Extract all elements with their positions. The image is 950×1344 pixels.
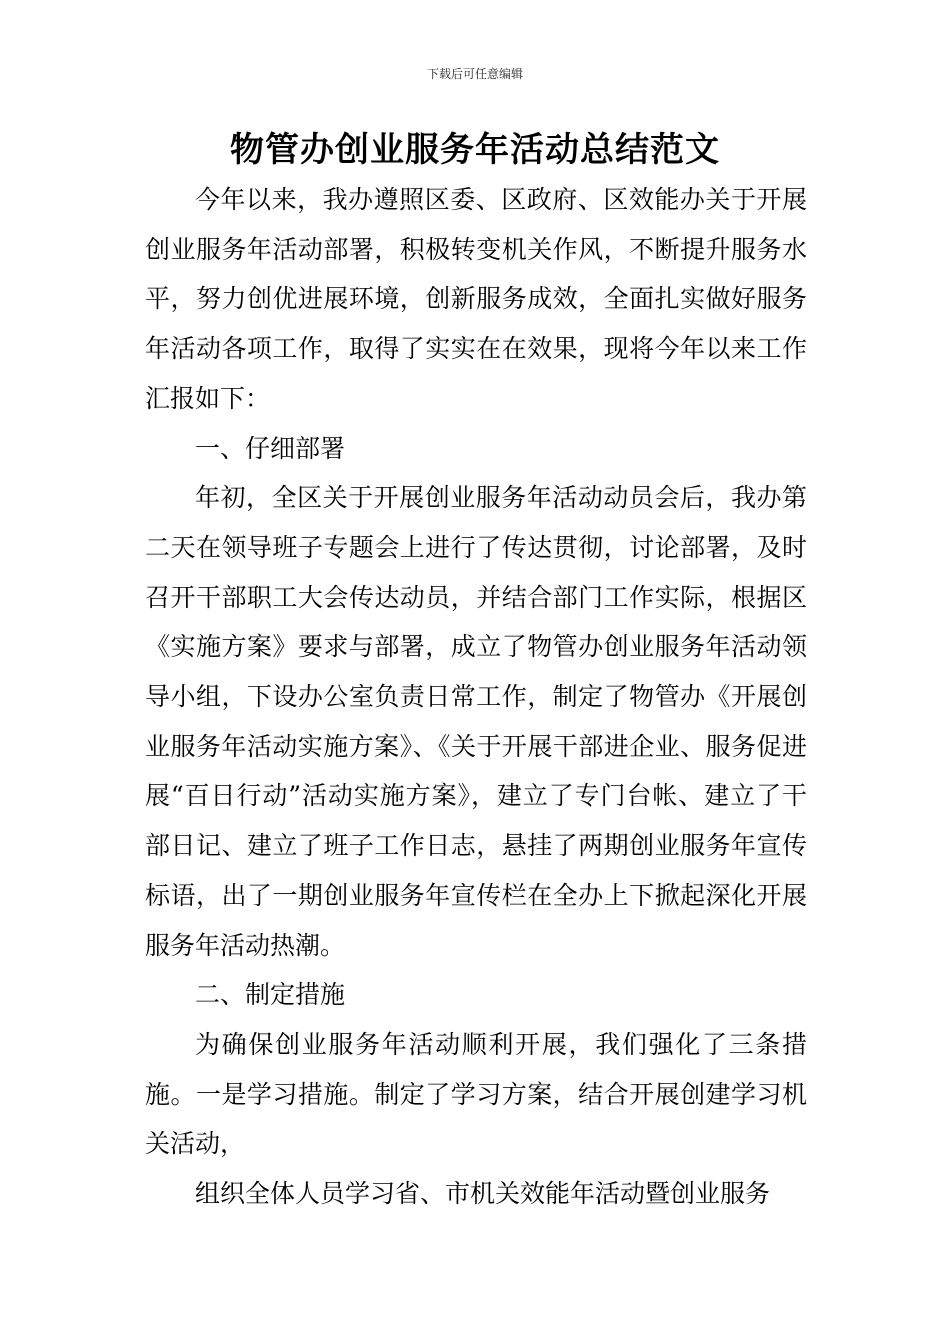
- section-heading-2: 二、制定措施: [195, 980, 346, 1010]
- section-heading-1: 一、仔细部署: [195, 433, 346, 463]
- document-title: 物管办创业服务年活动总结范文: [230, 130, 720, 170]
- paragraph-study: 组织全体人员学习省、市机关效能年活动暨创业服务: [195, 1179, 771, 1209]
- paragraph-measures: 为确保创业服务年活动顺利开展，我们强化了三条措施。一是学习措施。制定了学习方案，结合开展创建学习机关活动，: [145, 1029, 807, 1159]
- paragraph-deployment: 年初，全区关于开展创业服务年活动动员会后，我办第二天在领导班子专题会上进行了传达贯彻，讨论部署，及时召开干部职工大会传达动员，并结合部门工作实际，根据区《实施方案》要求与部署，成立了物管办创业服务年活动领导小组，下设办公室负责日常工作，制定了物管办《开展创业服务年活动实施方案》、《关于开展干部进企业、服务促进展“百日行动”活动实施方案》，建立了专门台帐、建立了干部日记、建立了班子工作日志，悬挂了两期创业服务年宣传标语，出了一期创业服务年宣传栏在全办上下掀起深化开展服务年活动热潮。: [145, 483, 807, 960]
- header-note: 下载后可任意编辑: [426, 67, 523, 81]
- paragraph-intro: 今年以来，我办遵照区委、区政府、区效能办关于开展创业服务年活动部署，积极转变机关作风，不断提升服务水平，努力创优进展环境，创新服务成效，全面扎实做好服务年活动各项工作，取得了实实在在效果，现将今年以来工作汇报如下：: [145, 185, 807, 413]
- document-body: [145, 175, 807, 1219]
